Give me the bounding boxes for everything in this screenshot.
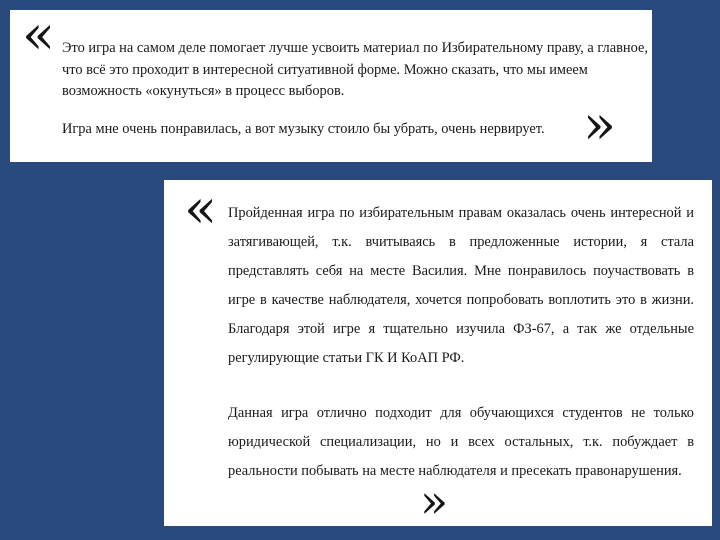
review-paragraph: Данная игра отлично подходит для обучающихся студентов не только юридической специализации, но и всех остальных, т.к. побуждает в реальности побывать на месте наблюдателя и пресекать правонарушения. (228, 405, 694, 479)
open-quote-mark: « (22, 3, 48, 66)
review-paragraph: Игра мне очень понравилась, а вот музыку стоило бы убрать, очень нервирует. (62, 121, 545, 137)
close-quote-mark: » (583, 93, 609, 156)
open-quote-mark: « (184, 177, 210, 240)
review-card-bottom (164, 177, 712, 528)
review-card-top (10, 3, 652, 162)
review-paragraph: Это игра на самом деле помогает лучше усвоить материал по Избирательному праву, а главное, что всё это проходит в интересной ситуативной форме. Можно сказать, что мы имеем возможность «окунуться» в процесс выборов. (62, 40, 648, 99)
close-quote-mark: » (420, 474, 443, 528)
review-paragraph: Пройденная игра по избирательным правам оказалась очень интересной и затягивающей, т.к. вчитываясь в предложенные истории, я стала представлять себя на месте Василия. Мне понравилось поучаствовать в игре в качестве наблюдателя, хочется попробовать воплотить это в жизни. Благодаря этой игре я тщательно изучила ФЗ-67, а так же отдельные регулирующие статьи ГК И КоАП РФ. (228, 205, 694, 366)
